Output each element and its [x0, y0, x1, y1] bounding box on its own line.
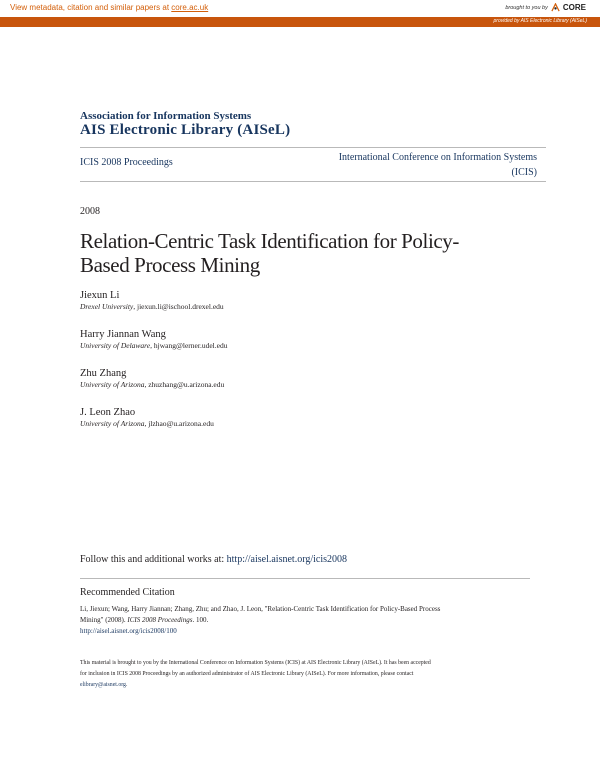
author-institution: University of Arizona: [80, 419, 145, 428]
association-name[interactable]: Association for Information Systems: [80, 110, 252, 122]
author-email: , jlzhao@u.arizona.edu: [144, 419, 214, 428]
paper-title-line-1: Relation-Centric Task Identification for Policy-: [80, 229, 460, 253]
author-email: , zhuzhang@u.arizona.edu: [144, 380, 225, 389]
brought-to-you-by: [505, 3, 586, 12]
paper-year: 2008: [80, 206, 100, 217]
follow-works: [80, 554, 347, 565]
follow-link[interactable]: http://aisel.aisnet.org/icis2008: [226, 554, 348, 565]
author-name: Harry Jiannan Wang: [80, 329, 166, 340]
author-institution: Drexel University: [80, 302, 134, 311]
core-ac-uk-link[interactable]: core.ac.uk: [171, 3, 209, 12]
footer-line-2: for inclusion in ICIS 2008 Proceedings by an authorized administrator of AIS Electronic Library (AISeL). For more information, please contact: [80, 671, 414, 677]
author-name: J. Leon Zhao: [80, 407, 136, 418]
citation-divider: [80, 578, 530, 579]
author-email: , jiexun.li@ischool.drexel.edu: [133, 302, 224, 311]
core-logo-text[interactable]: CORE: [562, 3, 586, 12]
recommended-citation: [80, 604, 520, 637]
author-institution: University of Delaware: [80, 341, 151, 350]
author-entry: [80, 368, 520, 390]
footer-line-1: This material is brought to you by the International Conference on Information Systems (ICIS) at AIS Electronic Library (AISeL). It has been accepted: [80, 660, 431, 666]
author-affiliation: [80, 341, 520, 351]
author-entry: [80, 329, 520, 351]
author-email: , hjwang@lerner.udel.edu: [150, 341, 228, 350]
proceedings-link[interactable]: ICIS 2008 Proceedings: [80, 157, 173, 168]
paper-title: [80, 229, 520, 277]
conference-abbrev: (ICIS): [511, 167, 537, 178]
author-affiliation: [80, 419, 520, 429]
citation-link[interactable]: http://aisel.aisnet.org/icis2008/100: [80, 627, 177, 635]
provided-by-text: provided by AIS Electronic Library (AISeL): [493, 18, 587, 24]
follow-text: Follow this and additional works at:: [80, 554, 227, 565]
citation-venue: ICIS 2008 Proceedings: [127, 616, 193, 624]
author-list: [80, 290, 520, 446]
contact-email-link[interactable]: elibrary@aisnet.org: [80, 682, 126, 688]
paper-title-line-2: Based Process Mining: [80, 253, 260, 277]
citation-line-2: [80, 615, 520, 626]
conference-link[interactable]: [277, 150, 537, 180]
citation-text: Mining" (2008).: [80, 616, 128, 624]
conference-name: International Conference on Information Systems: [338, 152, 537, 163]
library-name[interactable]: AIS Electronic Library (AISeL): [80, 122, 291, 138]
core-metadata-link[interactable]: [10, 3, 208, 12]
brought-to-you-text: brought to you by: [505, 4, 548, 11]
recommended-citation-heading: Recommended Citation: [80, 587, 175, 598]
author-name: Zhu Zhang: [80, 368, 127, 379]
core-logo-icon: [551, 3, 560, 12]
author-institution: University of Arizona: [80, 380, 145, 389]
header-divider-top: [80, 147, 546, 148]
author-affiliation: [80, 302, 520, 312]
core-metadata-text: View metadata, citation and similar papers at: [10, 3, 172, 12]
author-entry: [80, 290, 520, 312]
footer-notice: [80, 658, 528, 691]
header-divider-bottom: [80, 181, 546, 182]
footer-email-suffix: .: [125, 682, 128, 688]
author-entry: [80, 407, 520, 429]
citation-line-1: Li, Jiexun; Wang, Harry Jiannan; Zhang, Zhu; and Zhao, J. Leon, "Relation-Centric Task Identification for Policy-Based Process: [80, 605, 441, 613]
author-affiliation: [80, 380, 520, 390]
author-name: Jiexun Li: [80, 290, 120, 301]
citation-suffix: . 100.: [192, 616, 209, 624]
